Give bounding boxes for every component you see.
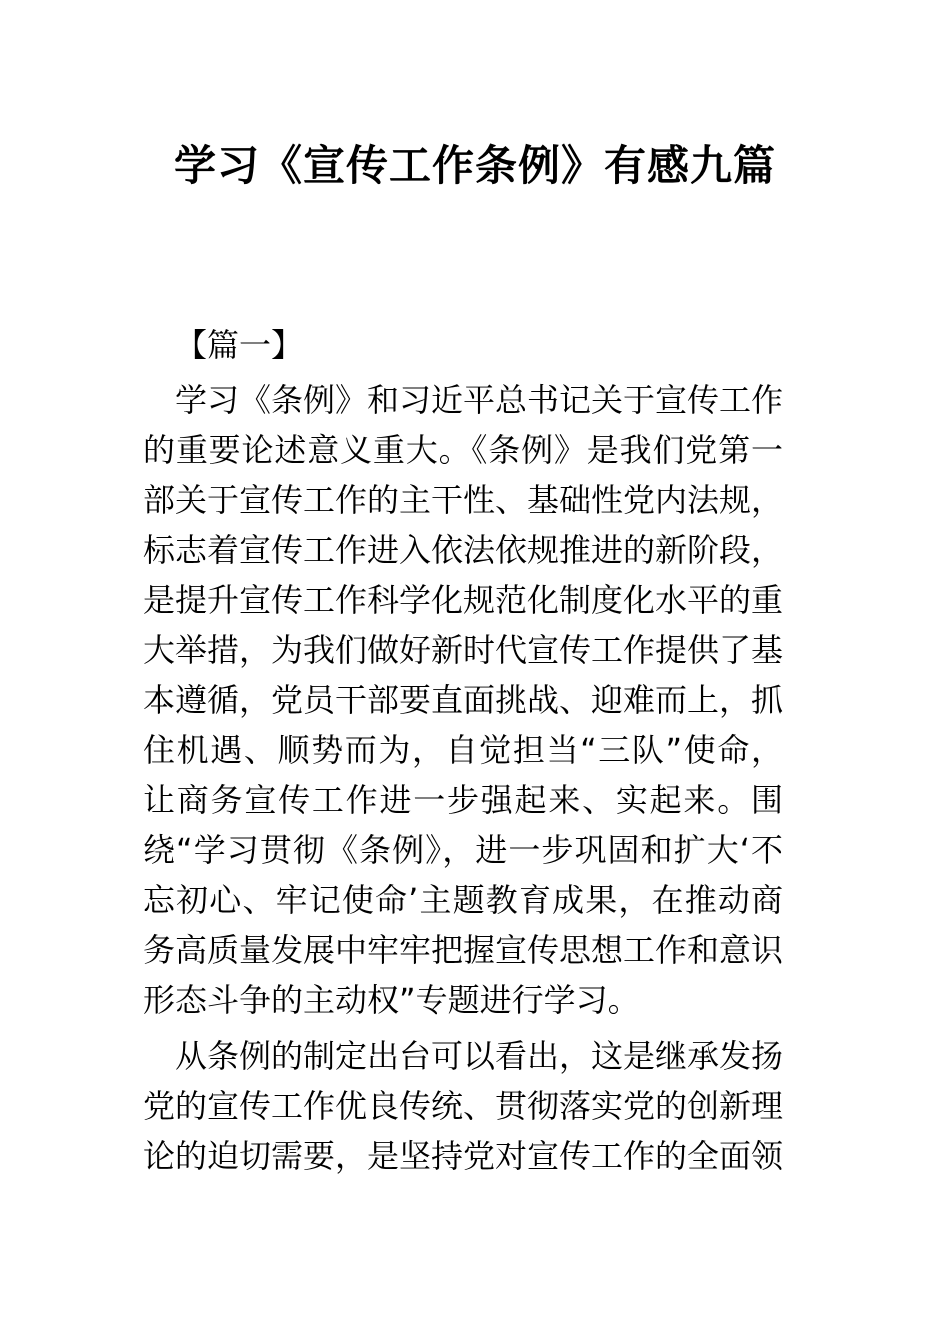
paragraph-2: 从条例的制定出台可以看出，这是继承发扬党的宣传工作优良传统、贯彻落实党的创新理论的迫切需要，是坚持党对宣传工作的全面领	[143, 1037, 784, 1175]
document-body	[143, 320, 783, 1181]
section-heading: 【篇一】	[175, 326, 304, 364]
paragraph-1: 学习《条例》和习近平总书记关于宣传工作的重要论述意义重大。《条例》是我们党第一部关于宣传工作的主干性、基础性党内法规，标志着宣传工作进入依法依规推进的新阶段，是提升宣传工作科学化规范化制度化水平的重大举措，为我们做好新时代宣传工作提供了基本遵循，党员干部要直面挑战、迎难而上，抓住机遇、顺势而为，自觉担当“三队”使命，让商务宣传工作进一步强起来、实起来。围绕“学习贯彻《条例》，进一步巩固和扩大‘不忘初心、牢记使命’主题教育成果，在推动商务高质量发展中牢牢把握宣传思想工作和意识形态斗争的主动权”专题进行学习。	[143, 381, 784, 1019]
document-title: 学习《宣传工作条例》有感九篇	[173, 141, 776, 190]
